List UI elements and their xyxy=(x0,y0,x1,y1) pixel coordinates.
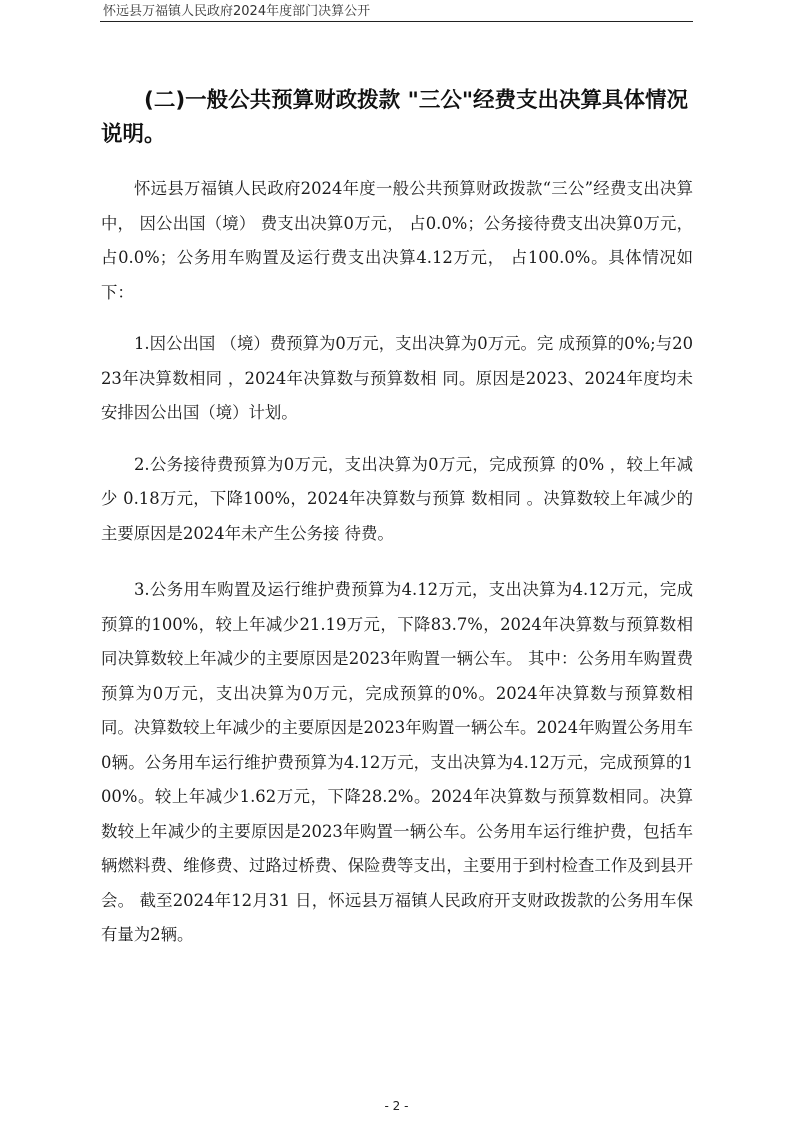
intro-paragraph: 怀远县万福镇人民政府2024年度一般公共预算财政拨款“三公”经费支出决算中， 因公出国（境） 费支出决算0万元， 占0.0%；公务接待费支出决算0万元， 占0.0%；公务用车购置及运行费支出决算4.12万元， 占100.0%。具体情况如下： xyxy=(101,179,693,302)
document-body xyxy=(101,84,693,953)
running-header: 怀远县万福镇人民政府2024年度部门决算公开 xyxy=(103,4,371,19)
item-1-paragraph: 1.因公出国 （境）费预算为0万元，支出决算为0万元。完 成预算的0%;与2023年决算数相同 ，2024年决算数与预算数相 同。原因是2023、2024年度均未安排因公出国（境）计划。 xyxy=(101,334,693,422)
section-heading: (二)一般公共预算财政拨款 "三公"经费支出决算具体情况说明。 xyxy=(101,88,689,147)
header-divider xyxy=(100,21,693,22)
page-number: - 2 - xyxy=(384,1099,409,1113)
item-3-paragraph: 3.公务用车购置及运行维护费预算为4.12万元，支出决算为4.12万元，完成预算的100%，较上年减少21.19万元，下降83.7%，2024年决算数与预算数相同决算数较上年减少的主要原因是2023年购置一辆公车。 其中：公务用车购置费预算为0万元，支出决算为0万元，完成预算的0%。2024年决算数与预算数相同。决算数较上年减少的主要原因是2023年购置一辆公车。2024年购置公务用车0辆。公务用车运行维护费预算为4.12万元，支出决算为4.12万元，完成预算的100%。较上年减少1.62万元，下降28.2%。2024年决算数与预算数相同。决算数较上年减少的主要原因是2023年购置一辆公车。公务用车运行维护费，包括车辆燃料费、维修费、过路过桥费、保险费等支出，主要用于到村检查工作及到县开会。 截至2024年12月31 日，怀远县万福镇人民政府开支财政拨款的公务用车保有量为2辆。 xyxy=(101,580,693,944)
item-2-paragraph: 2.公务接待费预算为0万元，支出决算为0万元，完成预算 的0% ，较上年减少 0.18万元，下降100%，2024年决算数与预算 数相同 。决算数较上年减少的主要原因是2024年未产生公务接 待费。 xyxy=(101,454,693,543)
